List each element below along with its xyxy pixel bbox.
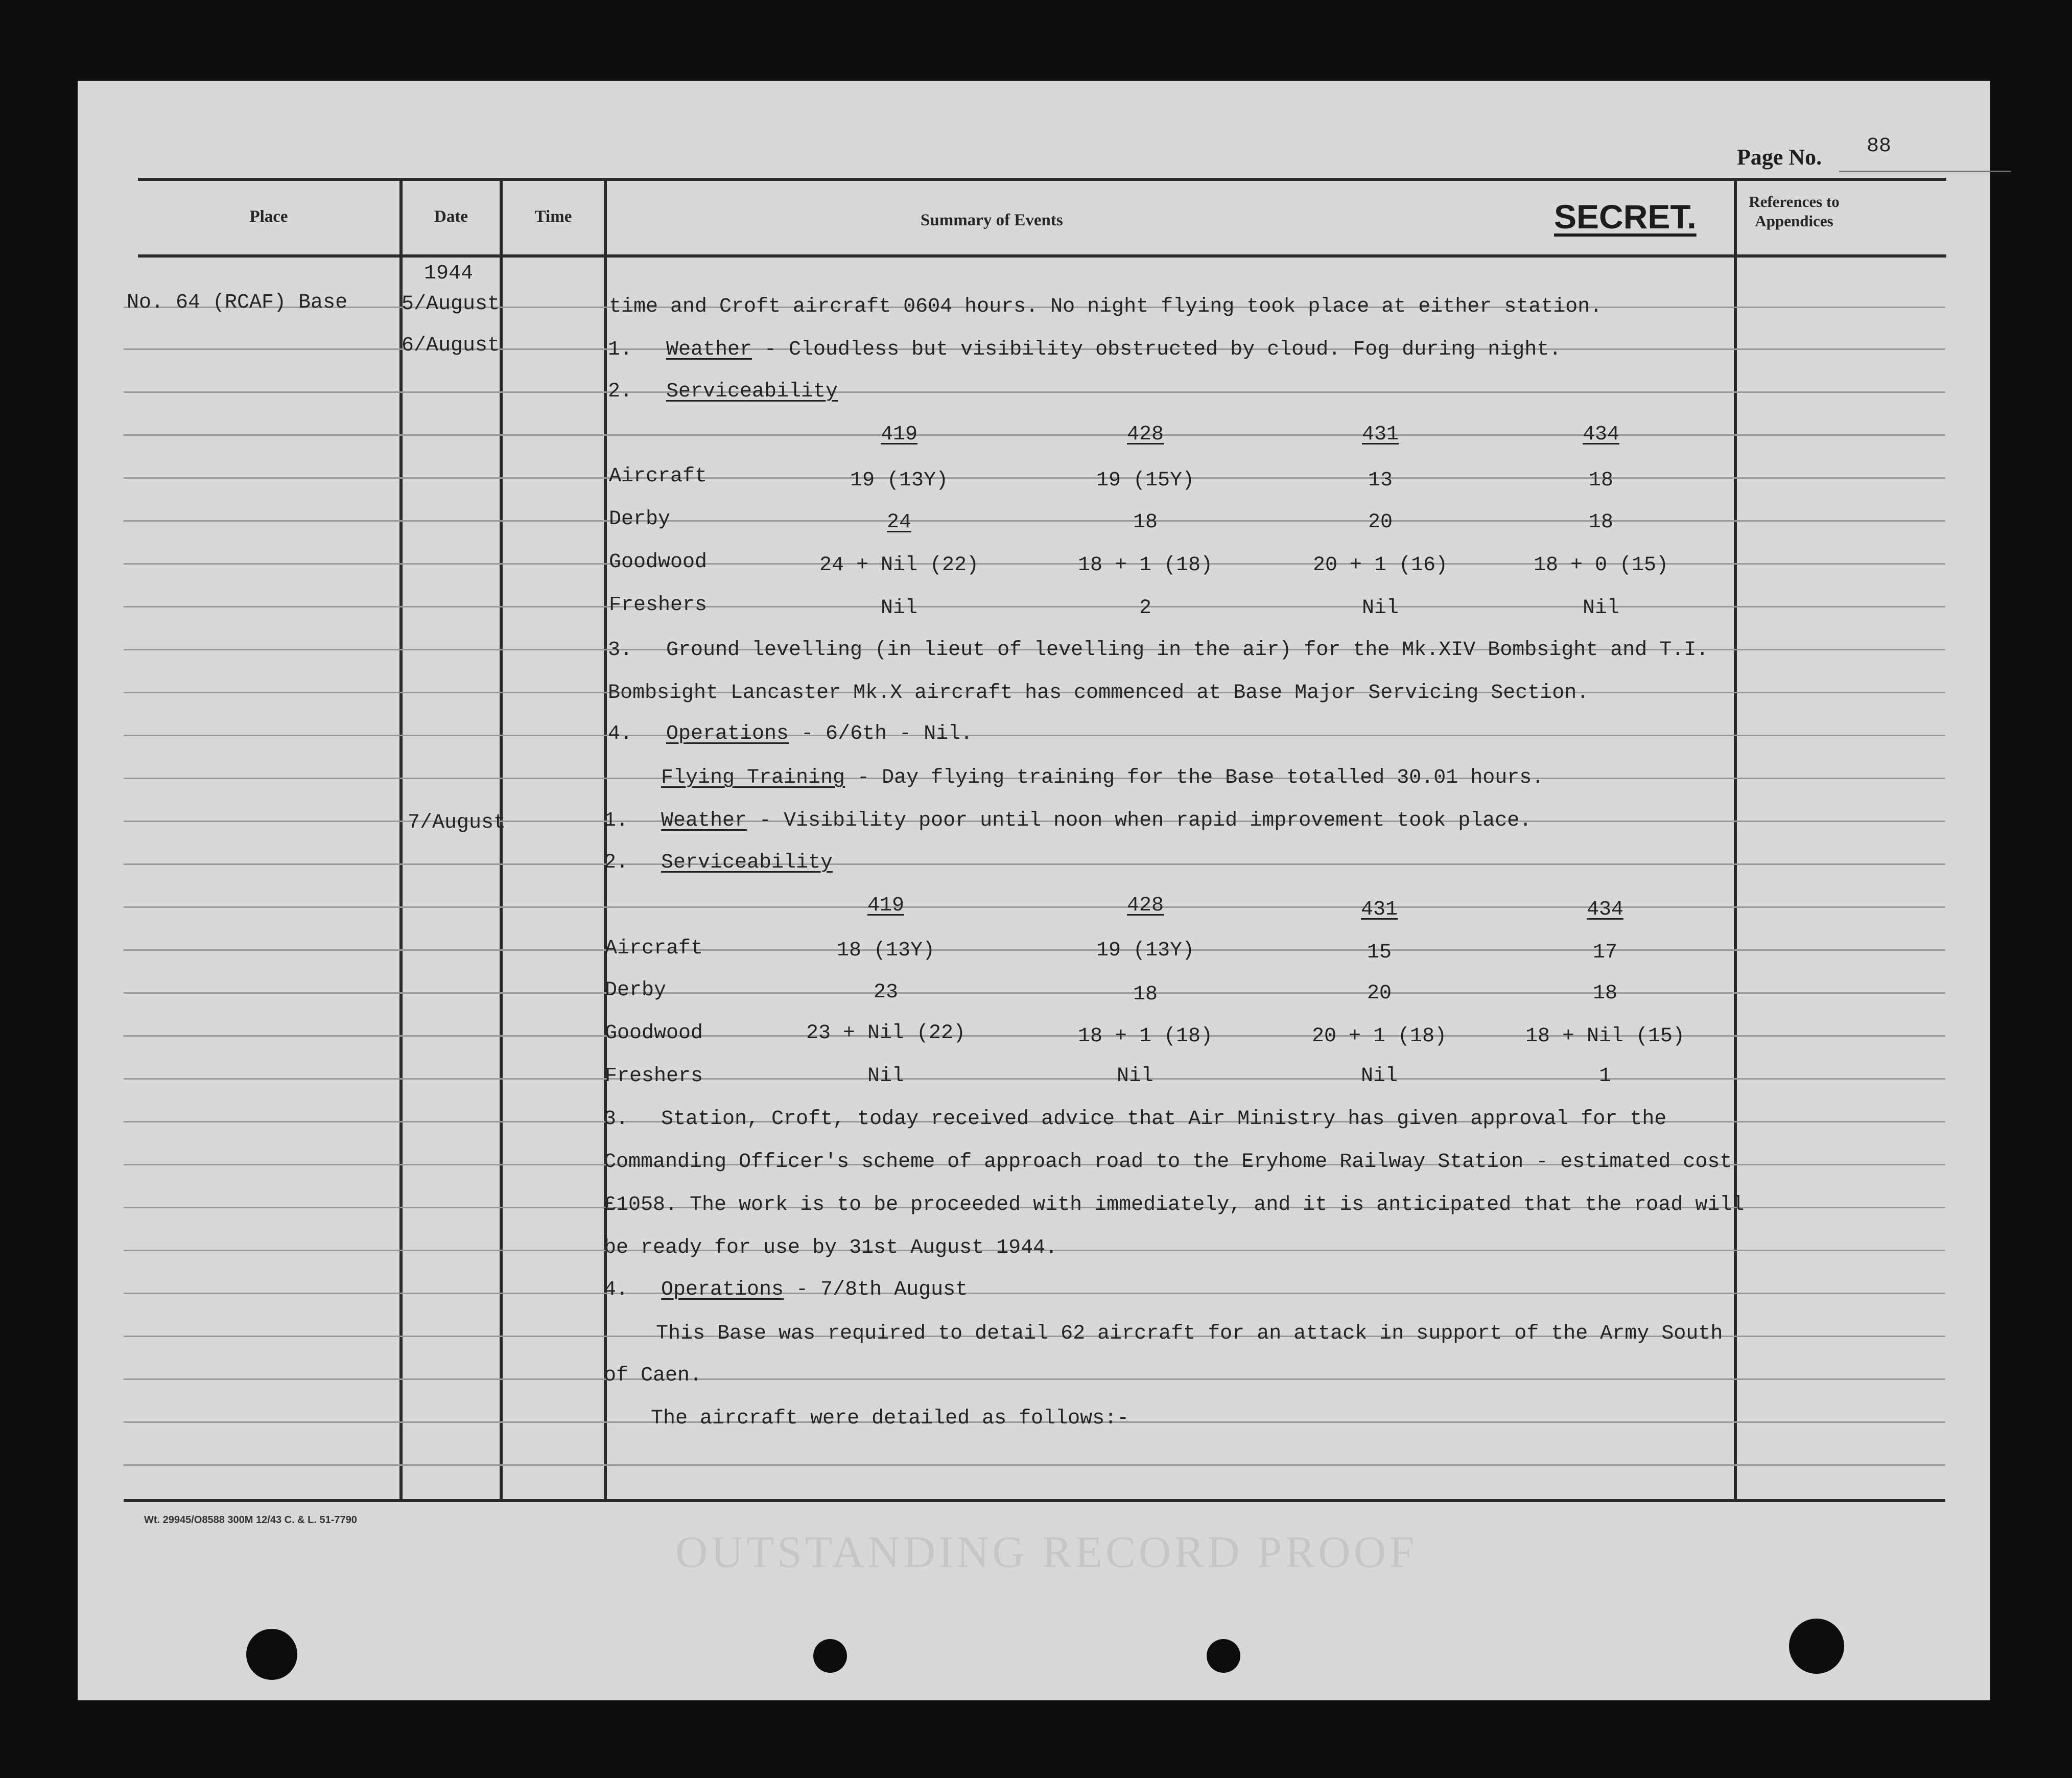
date-time-divider — [500, 179, 503, 1501]
punch-hole-icon — [813, 1639, 847, 1673]
operations-entry — [666, 722, 973, 745]
record-sheet — [78, 81, 1990, 1700]
table-cell: 18 — [1588, 469, 1613, 492]
table-cell: Nil — [1361, 597, 1399, 620]
flying-training-entry — [661, 766, 1544, 789]
table-column-header: 428 — [1126, 423, 1164, 446]
secret-stamp: SECRET. — [1554, 198, 1697, 236]
table-cell: 20 — [1368, 511, 1393, 534]
para-number: 2. — [608, 380, 633, 403]
table-column-header: 428 — [1126, 894, 1164, 917]
operations-label: Operations — [666, 722, 789, 745]
table-cell: 20 — [1367, 982, 1392, 1005]
table-row-label: Freshers — [609, 594, 708, 617]
watermark: OUTSTANDING RECORD PROOF — [675, 1528, 1418, 1577]
table-column-header: 419 — [867, 894, 904, 917]
weather-entry-2 — [661, 809, 1532, 832]
table-row-label: Aircraft — [609, 465, 708, 488]
detailed-as-follows: The aircraft were detailed as follows:- — [651, 1407, 1129, 1430]
punch-hole-icon — [1207, 1639, 1240, 1673]
place-name: No. 64 (RCAF) Base — [127, 291, 348, 314]
flying-training-text: - Day flying training for the Base totalled 30.01 hours. — [845, 766, 1544, 789]
approach-road-line-1: Station, Croft, today received advice that Air Ministry has given approval for the — [661, 1108, 1667, 1131]
table-cell: 18 — [1133, 983, 1158, 1006]
approach-road-line-3: £1058. The work is to be proceeded with immediately, and it is anticipated that the road will — [604, 1194, 1745, 1216]
header-place: Place — [249, 207, 288, 226]
table-cell: 18 + 0 (15) — [1533, 554, 1669, 577]
header-bottom-rule — [138, 254, 1946, 258]
levelling-text: Ground levelling (in lieut of levelling in the air) for the Mk.XIV Bombsight and T.I. — [666, 639, 1709, 662]
para-number: 3. — [608, 639, 633, 662]
table-cell: 18 — [1588, 511, 1613, 534]
time-summary-divider — [604, 179, 607, 1501]
date-6-august: 6/August — [402, 334, 500, 357]
table-cell: 18 + Nil (15) — [1525, 1025, 1685, 1048]
table-column-header: 434 — [1582, 423, 1619, 446]
levelling-text-2: Bombsight Lancaster Mk.X aircraft has commenced at Base Major Servicing Section. — [608, 682, 1589, 705]
table-cell: Nil — [1360, 1065, 1398, 1088]
table-cell: 23 + Nil (22) — [806, 1022, 966, 1045]
approach-road-line-2: Commanding Officer's scheme of approach road to the Eryhome Railway Station - estimated cost — [604, 1151, 1732, 1174]
header-date: Date — [434, 207, 468, 226]
flying-training-label: Flying Training — [661, 766, 845, 789]
table-row-label: Derby — [605, 979, 667, 1002]
weather-entry — [666, 338, 1561, 361]
table-cell: 19 (13Y) — [850, 469, 949, 492]
serviceability-label-2: Serviceability — [661, 851, 833, 874]
table-cell: 15 — [1367, 941, 1392, 964]
punch-hole-icon — [246, 1629, 297, 1680]
table-cell: 2 — [1139, 597, 1151, 620]
table-cell: 20 + 1 (16) — [1312, 554, 1448, 577]
header-summary: Summary of Events — [921, 211, 1063, 229]
summary-line-1: time and Croft aircraft 0604 hours. No night flying took place at either station. — [609, 295, 1603, 318]
operations-text: - 6/6th - Nil. — [789, 722, 973, 745]
table-row-label: Derby — [609, 508, 671, 531]
table-cell: Nil — [867, 1065, 904, 1088]
operations-text: - 7/8th August — [784, 1278, 968, 1301]
page-label: Page No. — [1737, 145, 1822, 170]
table-row-label: Aircraft — [605, 937, 703, 960]
table-cell: 24 + Nil (22) — [819, 554, 979, 577]
table-cell: 17 — [1592, 941, 1617, 964]
table-cell: 18 (13Y) — [836, 939, 935, 962]
para-number: 3. — [604, 1108, 629, 1131]
table-top-rule — [138, 178, 1946, 181]
table-row-label: Goodwood — [605, 1022, 703, 1045]
page-number: 88 — [1867, 135, 1892, 158]
date-7-august: 7/August — [408, 811, 506, 834]
year: 1944 — [424, 262, 474, 285]
table-cell: 18 + 1 (18) — [1077, 554, 1213, 577]
weather-label: Weather — [666, 338, 752, 361]
table-cell: 19 (15Y) — [1096, 469, 1195, 492]
date-5-august: 5/August — [402, 293, 500, 316]
summary-references-divider — [1734, 179, 1737, 1501]
table-row-label: Freshers — [605, 1065, 703, 1088]
header-time: Time — [534, 207, 572, 226]
table-cell: 18 — [1133, 511, 1158, 534]
table-cell: 19 (13Y) — [1096, 939, 1195, 962]
attack-line-1: This Base was required to detail 62 aircraft for an attack in support of the Army South — [656, 1322, 1723, 1345]
table-cell: 24 — [886, 511, 911, 534]
header-references: References to Appendices — [1749, 193, 1840, 230]
weather-text: - Visibility poor until noon when rapid improvement took place. — [747, 809, 1532, 832]
table-cell: Nil — [880, 597, 917, 620]
para-number: 2. — [604, 851, 629, 874]
table-bottom-rule — [124, 1499, 1945, 1502]
table-cell: 20 + 1 (18) — [1311, 1025, 1447, 1048]
serviceability-label: Serviceability — [666, 380, 838, 403]
place-date-divider — [399, 179, 403, 1501]
operations-entry-2 — [661, 1278, 968, 1301]
operations-label: Operations — [661, 1278, 784, 1301]
table-row-label: Goodwood — [609, 551, 708, 574]
punch-hole-icon — [1789, 1619, 1844, 1674]
table-column-header: 419 — [880, 423, 917, 446]
page-number-rule — [1839, 171, 2011, 172]
weather-text: - Cloudless but visibility obstructed by cloud. Fog during night. — [752, 338, 1562, 361]
table-column-header: 431 — [1360, 898, 1398, 921]
table-cell: 13 — [1368, 469, 1393, 492]
table-cell: 23 — [873, 981, 898, 1004]
table-cell: Nil — [1116, 1065, 1153, 1088]
weather-label: Weather — [661, 809, 747, 832]
attack-line-2: of Caen. — [604, 1364, 702, 1387]
table-cell: 1 — [1598, 1065, 1611, 1088]
table-column-header: 434 — [1586, 898, 1623, 921]
table-cell: 18 — [1592, 982, 1617, 1005]
table-cell: 18 + 1 (18) — [1077, 1025, 1213, 1048]
table-cell: Nil — [1582, 597, 1619, 620]
para-number: 1. — [604, 809, 629, 832]
para-number: 4. — [608, 722, 633, 745]
para-number: 1. — [608, 338, 633, 361]
table-column-header: 431 — [1361, 423, 1399, 446]
para-number: 4. — [604, 1278, 629, 1301]
approach-road-line-4: be ready for use by 31st August 1944. — [604, 1236, 1058, 1259]
print-code: Wt. 29945/O8588 300M 12/43 C. & L. 51-7790 — [144, 1514, 357, 1526]
